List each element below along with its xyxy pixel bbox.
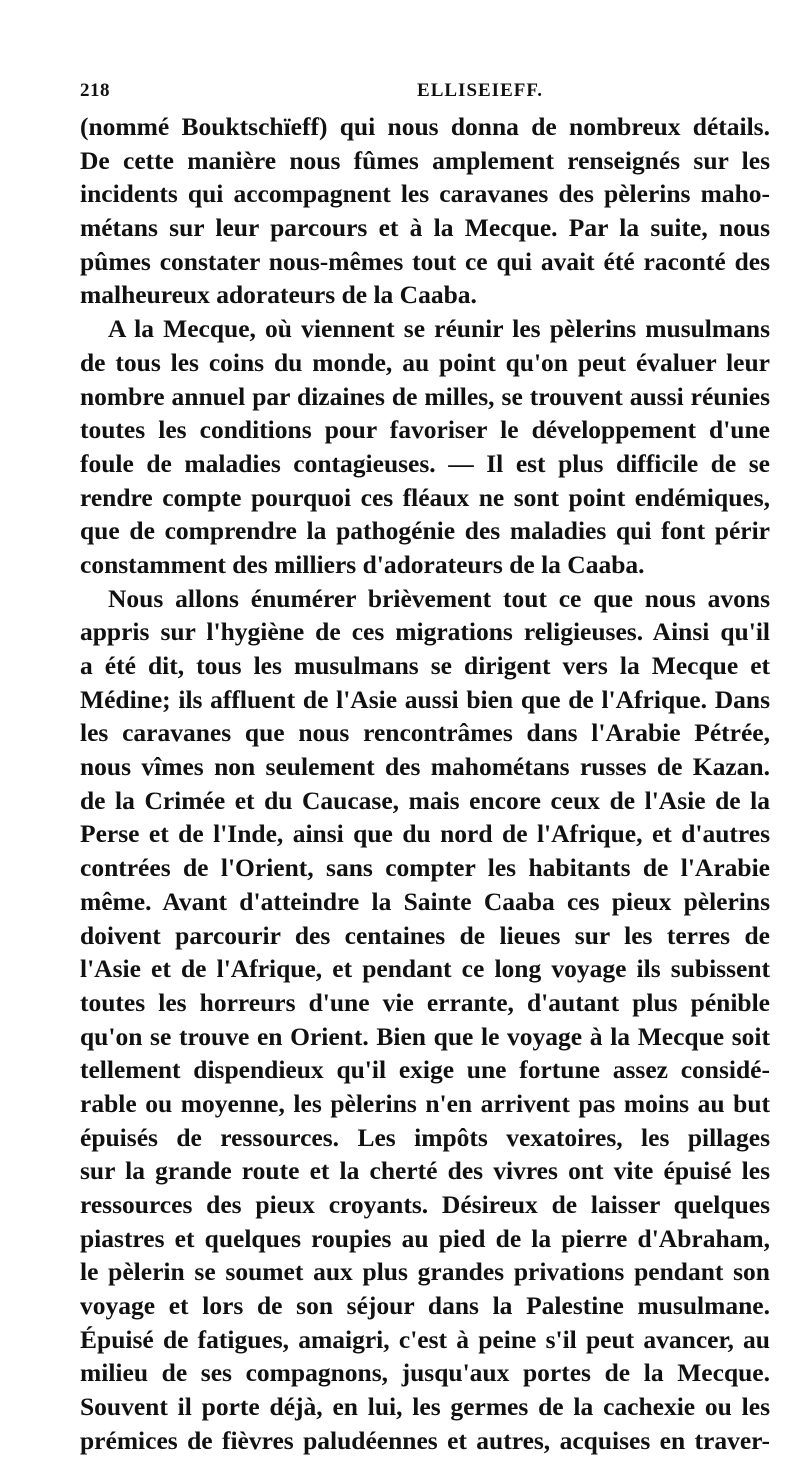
text-line: même. Avant d'atteindre la Sainte Caaba ces pieux pèlerins [80, 886, 770, 916]
text-line: Perse et de l'Inde, ainsi que du nord de l'Afrique, et d'autres [80, 819, 770, 849]
text-line: incidents qui accompagnent les caravanes des pèlerins maho- [80, 179, 770, 209]
text-line: rable ou moyenne, les pèlerins n'en arrivent pas moins au but [80, 1088, 770, 1118]
text-line: De cette manière nous fûmes amplement renseignés sur les [80, 145, 770, 175]
text-line: toutes les conditions pour favoriser le développement d'une [80, 415, 770, 445]
text-line: nous vîmes non seulement des mahométans russes de Kazan. [80, 752, 770, 782]
text-line: a été dit, tous les musulmans se dirigent vers la Mecque et [80, 651, 770, 680]
body-text [80, 110, 770, 1458]
text-line: nombre annuel par dizaines de milles, se trouvent aussi réunies [80, 381, 770, 411]
text-line: milieu de ses compagnons, jusqu'aux portes de la Mecque. [80, 1358, 770, 1388]
text-line: métans sur leur parcours et à la Mecque. Par la suite, nous [80, 213, 770, 243]
text-line: les caravanes que nous rencontrâmes dans l'Arabie Pétrée, [80, 718, 770, 748]
text-line: appris sur l'hygiène de ces migrations religieuses. Ainsi qu'il [80, 617, 770, 647]
page-number: 218 [80, 80, 110, 101]
text-line: sur la grande route et la cherté des vivres ont vite épuisé les [80, 1156, 770, 1186]
text-line: que de comprendre la pathogénie des maladies qui font périr [80, 516, 770, 546]
text-line: Souvent il porte déjà, en lui, les germes de la cachexie ou les [80, 1392, 770, 1422]
text-line: ressources des pieux croyants. Désireux de laisser quelques [80, 1190, 770, 1219]
text-line: de la Crimée et du Caucase, mais encore ceux de l'Asie de la [80, 785, 770, 815]
text-line: l'Asie et de l'Afrique, et pendant ce long voyage ils subissent [80, 954, 770, 984]
text-line: toutes les horreurs d'une vie errante, d'autant plus pénible [80, 987, 770, 1017]
text-line: malheureux adorateurs de la Caaba. [80, 280, 477, 310]
text-line: rendre compte pourquoi ces fléaux ne sont point endémiques, [80, 482, 770, 512]
text-line: contrées de l'Orient, sans compter les habitants de l'Arabie [80, 853, 770, 883]
text-line: constamment des milliers d'adorateurs de la Caaba. [80, 549, 645, 579]
text-line: Épuisé de fatigues, amaigri, c'est à peine s'il peut avancer, au [80, 1324, 770, 1354]
text-line: le pèlerin se soumet aux plus grandes privations pendant son [80, 1257, 770, 1287]
text-line: prémices de fièvres paludéennes et autres, acquises en traver- [80, 1425, 770, 1455]
text-line: qu'on se trouve en Orient. Bien que le voyage à la Mecque soit [80, 1021, 770, 1051]
text-line: (nommé Bouktschïeff) qui nous donna de nombreux détails. [80, 112, 770, 141]
text-line: Nous allons énumérer brièvement tout ce que nous avons [108, 583, 770, 613]
text-line: doivent parcourir des centaines de lieues sur les terres de [80, 920, 770, 950]
text-line: Médine; ils affluent de l'Asie aussi bien que de l'Afrique. Dans [80, 684, 770, 714]
text-line: voyage et lors de son séjour dans la Palestine musulmane. [80, 1291, 770, 1321]
text-line: de tous les coins du monde, au point qu'on peut évaluer leur [80, 347, 770, 377]
text-line: pûmes constater nous-mêmes tout ce qui avait été raconté des [80, 246, 770, 276]
text-line: A la Mecque, où viennent se réunir les pèlerins musulmans [108, 314, 770, 344]
text-line: piastres et quelques roupies au pied de la pierre d'Abraham, [80, 1223, 770, 1253]
text-line: tellement dispendieux qu'il exige une fortune assez considé- [80, 1055, 770, 1085]
text-line: épuisés de ressources. Les impôts vexatoires, les pillages [80, 1122, 770, 1152]
text-line: foule de maladies contagieuses. — Il est plus difficile de se [80, 448, 770, 478]
running-head: ELLISEIEFF. [417, 80, 543, 101]
page-header [80, 80, 780, 110]
